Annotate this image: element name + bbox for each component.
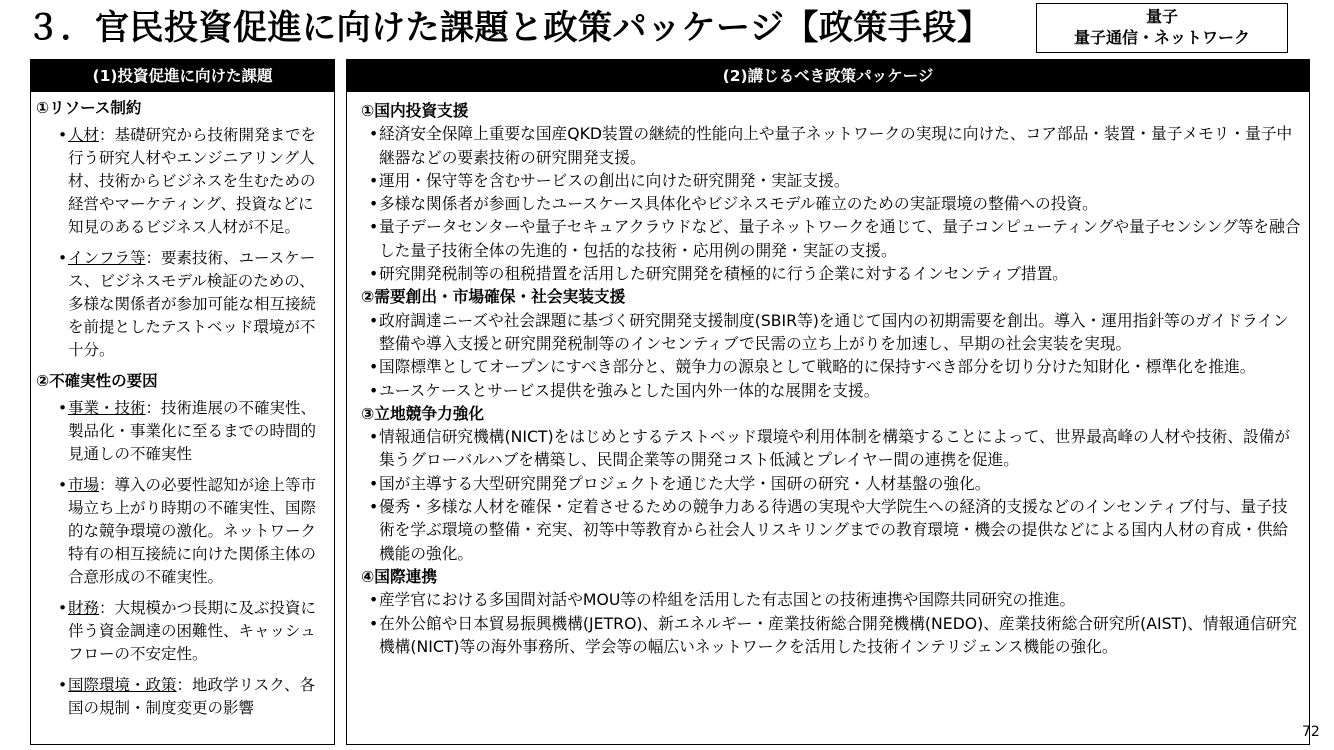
challenges-panel-body — [31, 92, 334, 720]
policy-item-text: ユースケースとサービス提供を強みとした国内外一体的な展開を支援。 — [379, 380, 880, 400]
challenges-panel — [30, 59, 335, 745]
bullet-icon: • — [369, 497, 379, 517]
category-tag — [1036, 3, 1288, 53]
bullet-icon: • — [369, 590, 379, 610]
challenge-term: 財務 — [68, 599, 100, 617]
bullet-icon: • — [58, 126, 68, 144]
policy-item-text: 国際標準としてオープンにすべき部分と、競争力の源泉として戦略的に保持すべき部分を切り分けた知財化・標準化を推進。 — [379, 357, 1256, 377]
bullet-icon: • — [369, 194, 379, 214]
challenges-panel-header: (1)投資促進に向けた課題 — [31, 60, 334, 92]
challenge-description: ：大規模かつ長期に及ぶ投資に伴う資金調達の困難性、キャッシュフローの不安定性。 — [68, 599, 317, 663]
policy-section-heading: ①国内投資支援 — [361, 101, 469, 120]
challenge-item — [58, 247, 329, 362]
policy-section-heading: ④国際連携 — [361, 566, 438, 586]
policy-item — [369, 612, 1303, 659]
policy-section-heading: ②需要創出・市場確保・社会実装支援 — [361, 287, 626, 307]
bullet-icon: • — [369, 217, 379, 237]
page-number: 72 — [1302, 724, 1320, 740]
bullet-icon: • — [369, 613, 379, 633]
bullet-icon: • — [369, 264, 379, 284]
category-tag-line1: 量子 — [1145, 7, 1178, 26]
policy-item — [369, 588, 1303, 611]
challenge-item — [58, 124, 329, 239]
policy-item — [369, 192, 1303, 215]
policy-item — [369, 355, 1303, 378]
policy-item — [369, 379, 1303, 402]
page-title: ３．官民投資促進に向けた課題と政策パッケージ【政策手段】 — [26, 8, 992, 48]
policy-section-heading: ③立地競争力強化 — [361, 403, 485, 423]
challenge-section-heading: ①リソース制約 — [36, 99, 142, 117]
policy-item-text: 量子データセンターや量子セキュアクラウドなど、量子ネットワークを通じて、量子コンピューティングや量子センシング等を融合した量子技術全体の先進的・包括的な技術・応用例の開発・実証の支援。 — [379, 217, 1301, 260]
policy-item — [369, 122, 1303, 169]
policy-item — [369, 169, 1303, 192]
bullet-icon: • — [369, 380, 379, 400]
challenge-term: 人材 — [68, 126, 100, 144]
challenge-item — [58, 397, 329, 466]
policy-item-text: 優秀・多様な人材を確保・定着させるための競争力ある待遇の実現や大学院生への経済的支援などのインセンティブ付与、量子技術を学ぶ環境の整備・充実、初等中等教育から社会人リスキリングまでの教育環境・機会の提供などによる国内人材の育成・供給機能の強化。 — [379, 497, 1289, 563]
policy-item-text: 経済安全保障上重要な国産QKD装置の継続的性能向上や量子ネットワークの実現に向けた、コア部品・装置・量子メモリ・量子中継器などの要素技術の研究開発支援。 — [379, 124, 1293, 167]
challenge-description: ：基礎研究から技術開発までを行う研究人材やエンジニアリング人材、技術からビジネスを生むための経営やマーケティング、投資などに知見のあるビジネス人材が不足。 — [68, 126, 317, 236]
policy-item-text: 情報通信研究機構(NICT)をはじめとするテストベッド環境や利用体制を構築することによって、世界最高峰の人材や技術、設備が集うグローバルハブを構築し、民間企業等の開発コスト低減とプレイヤー間の連携を促進。 — [379, 427, 1291, 470]
policy-item-text: 研究開発税制等の租税措置を活用した研究開発を積極的に行う企業に対するインセンティブ措置。 — [379, 264, 1068, 284]
challenge-term: 国際環境・政策 — [68, 676, 177, 694]
challenge-section-heading: ②不確実性の要因 — [36, 372, 158, 390]
policy-item — [369, 495, 1303, 565]
bullet-icon: • — [58, 599, 68, 617]
policy-item — [369, 262, 1303, 285]
bullet-icon: • — [58, 249, 68, 267]
challenge-description: ：技術進展の不確実性、製品化・事業化に至るまでの時間的見通しの不確実性 — [68, 399, 317, 463]
challenge-item — [58, 474, 329, 589]
challenge-term: 市場 — [68, 476, 100, 494]
policy-item-text: 在外公館や日本貿易振興機構(JETRO)、新エネルギー・産業技術総合開発機構(NEDO)、産業技術総合研究所(AIST)、情報通信研究機構(NICT)等の海外事務所、学会等の幅広いネットワークを活用した技術インテリジェンス機能の強化。 — [379, 613, 1298, 656]
category-tag-line2: 量子通信・ネットワーク — [1073, 28, 1250, 47]
challenge-item — [58, 674, 329, 720]
challenge-description: ：要素技術、ユースケース、ビジネスモデル検証のための、多様な関係者が参加可能な相互接続を前提としたテストベッド環境が不十分。 — [68, 249, 317, 359]
bullet-icon: • — [369, 473, 379, 493]
bullet-icon: • — [58, 476, 68, 494]
policy-item — [369, 472, 1303, 495]
policy-item-text: 運用・保守等を含むサービスの創出に向けた研究開発・実証支援。 — [379, 170, 850, 190]
bullet-icon: • — [369, 124, 379, 144]
policy-item-text: 産学官における多国間対話やMOU等の枠組を活用した有志国との技術連携や国際共同研究の推進。 — [379, 590, 1076, 610]
bullet-icon: • — [369, 310, 379, 330]
policy-item-text: 多様な関係者が参画したユースケース具体化やビジネスモデル確立のための実証環境の整備への投資。 — [379, 194, 1098, 214]
policy-item — [369, 215, 1303, 262]
challenge-term: 事業・技術 — [68, 399, 146, 417]
policy-item — [369, 309, 1303, 356]
bullet-icon: • — [369, 427, 379, 447]
bullet-icon: • — [58, 676, 68, 694]
bullet-icon: • — [58, 399, 68, 417]
policy-package-panel-body — [347, 92, 1309, 658]
policy-item-text: 国が主導する大型研究開発プロジェクトを通じた大学・国研の研究・人材基盤の強化。 — [379, 473, 991, 493]
bullet-icon: • — [369, 170, 379, 190]
policy-package-panel — [346, 59, 1310, 745]
policy-item — [369, 425, 1303, 472]
challenge-description: ：地政学リスク、各国の規制・制度変更の影響 — [68, 676, 316, 717]
bullet-icon: • — [369, 357, 379, 377]
challenge-description: ：導入の必要性認知が途上等市場立ち上がり時期の不確実性、国際的な競争環境の激化。ネットワーク特有の相互接続に向けた関係主体の合意形成の不確実性。 — [68, 476, 317, 586]
challenge-term: インフラ等 — [68, 249, 146, 267]
challenge-item — [58, 597, 329, 666]
policy-item-text: 政府調達ニーズや社会課題に基づく研究開発支援制度(SBIR等)を通じて国内の初期需要を創出。導入・運用指針等のガイドライン整備や導入支援と研究開発税制等のインセンティブで民需の立ち上がりを加速し、早期の社会実装を実現。 — [379, 310, 1289, 353]
policy-package-panel-header: (2)講じるべき政策パッケージ — [347, 60, 1309, 92]
